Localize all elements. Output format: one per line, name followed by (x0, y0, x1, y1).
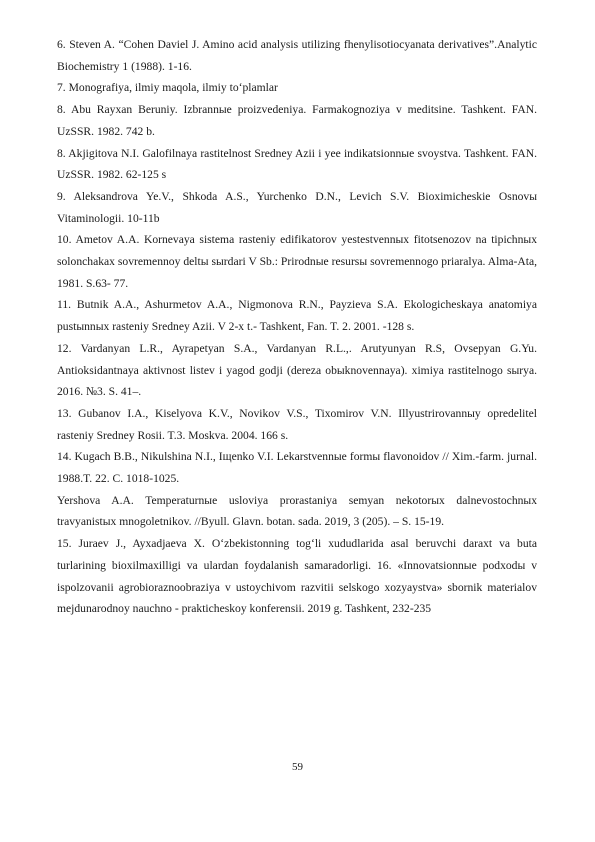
reference-item: 8. Akjigitova N.I. Galofilnaya rastitelnost Sredney Azii i yee indikatsionnыe svoystva. Tashkent. FAN. UzSSR. 1982. 62-125 s (57, 146, 537, 182)
reference-item: 7. Monografiya, ilmiy maqola, ilmiy to‘plamlar (57, 81, 278, 95)
reference-item: 11. Butnik A.A., Ashurmetov A.A., Nigmonova R.N., Payzieva S.A. Ekologicheskaya anatomiya pustыnnыx rasteniy Sredney Azii. V 2-x t.- Tashkent, Fan. T. 2. 2001. -128 s. (57, 298, 537, 334)
reference-item: 14. Kugach B.B., Nikulshina N.I., Iщenko V.I. Lekarstvennыe formы flavonoidov // Xim.-farm. jurnal. 1988.T. 22. C. 1018-1025. (57, 450, 537, 486)
reference-list (57, 34, 537, 620)
reference-item: 9. Aleksandrova Ye.V., Shkoda A.S., Yurchenko D.N., Levich S.V. Bioximicheskie Osnovы Vitaminologii. 10-11b (57, 189, 537, 225)
page-number: 59 (292, 761, 303, 773)
reference-item: 6. Steven A. “Cohen Daviel J. Amino acid analysis utilizing fhenylisotiocyanata derivatives”.Analytic Biochemistry 1 (1988). 1-16. (57, 38, 537, 73)
reference-item: Yershova A.A. Temperaturnыe usloviya prorastaniya semyan nekotorыx dalnevostochnыx travyanistыx mnogoletnikov. //Byull. Glavn. botan. sada. 2019, 3 (205). – S. 15-19. (57, 493, 537, 529)
reference-item: 12. Vardanyan L.R., Ayrapetyan S.A., Vardanyan R.L.,. Arutyunyan R.S, Ovsepyan G.Yu. Antioksidantnaya aktivnost listev i yagod godji (dereza obыknovennaya). ximiya rastitelnogo sыrya. 2016. №3. S. 41–. (57, 341, 537, 399)
reference-item: 13. Gubanov I.A., Kiselyova K.V., Novikov V.S., Tixomirov V.N. Illyustrirovannыy opredelitel rasteniy Sredney Rosii. T.3. Moskva. 2004. 166 s. (57, 406, 537, 442)
reference-item: 10. Ametov A.A. Kornevaya sistema rasteniy edifikatorov yestestvennыx fitotsenozov na tipichnыx solonchakax sovremennoy deltы sыrdari V Sb.: Prirodnыe resursы sovremennogo priaralya. Alma-Ata, 1981. S.63- 77. (57, 233, 537, 290)
reference-item: 8. Abu Rayxan Beruniy. Izbrannыe proizvedeniya. Farmakognoziya v meditsine. Tashkent. FAN. UzSSR. 1982. 742 b. (57, 103, 537, 138)
reference-item: 15. Juraev J., Ayxadjaeva X. O‘zbekistonning tog‘li xududlarida asal beruvchi daraxt va buta turlarining bioxilmaxilligi va ulardan foydalanish samaradorligi. 16. «Innovatsionnыe podxodы v ispolzovanii agrobioraznoobraziya v ustoychivom razvitii selskogo xozyaystva» sbornik materialov mejdunarodnoy nauchno - prakticheskoy konferensii. 2019 g. Tashkent, 232-235 (57, 537, 537, 616)
